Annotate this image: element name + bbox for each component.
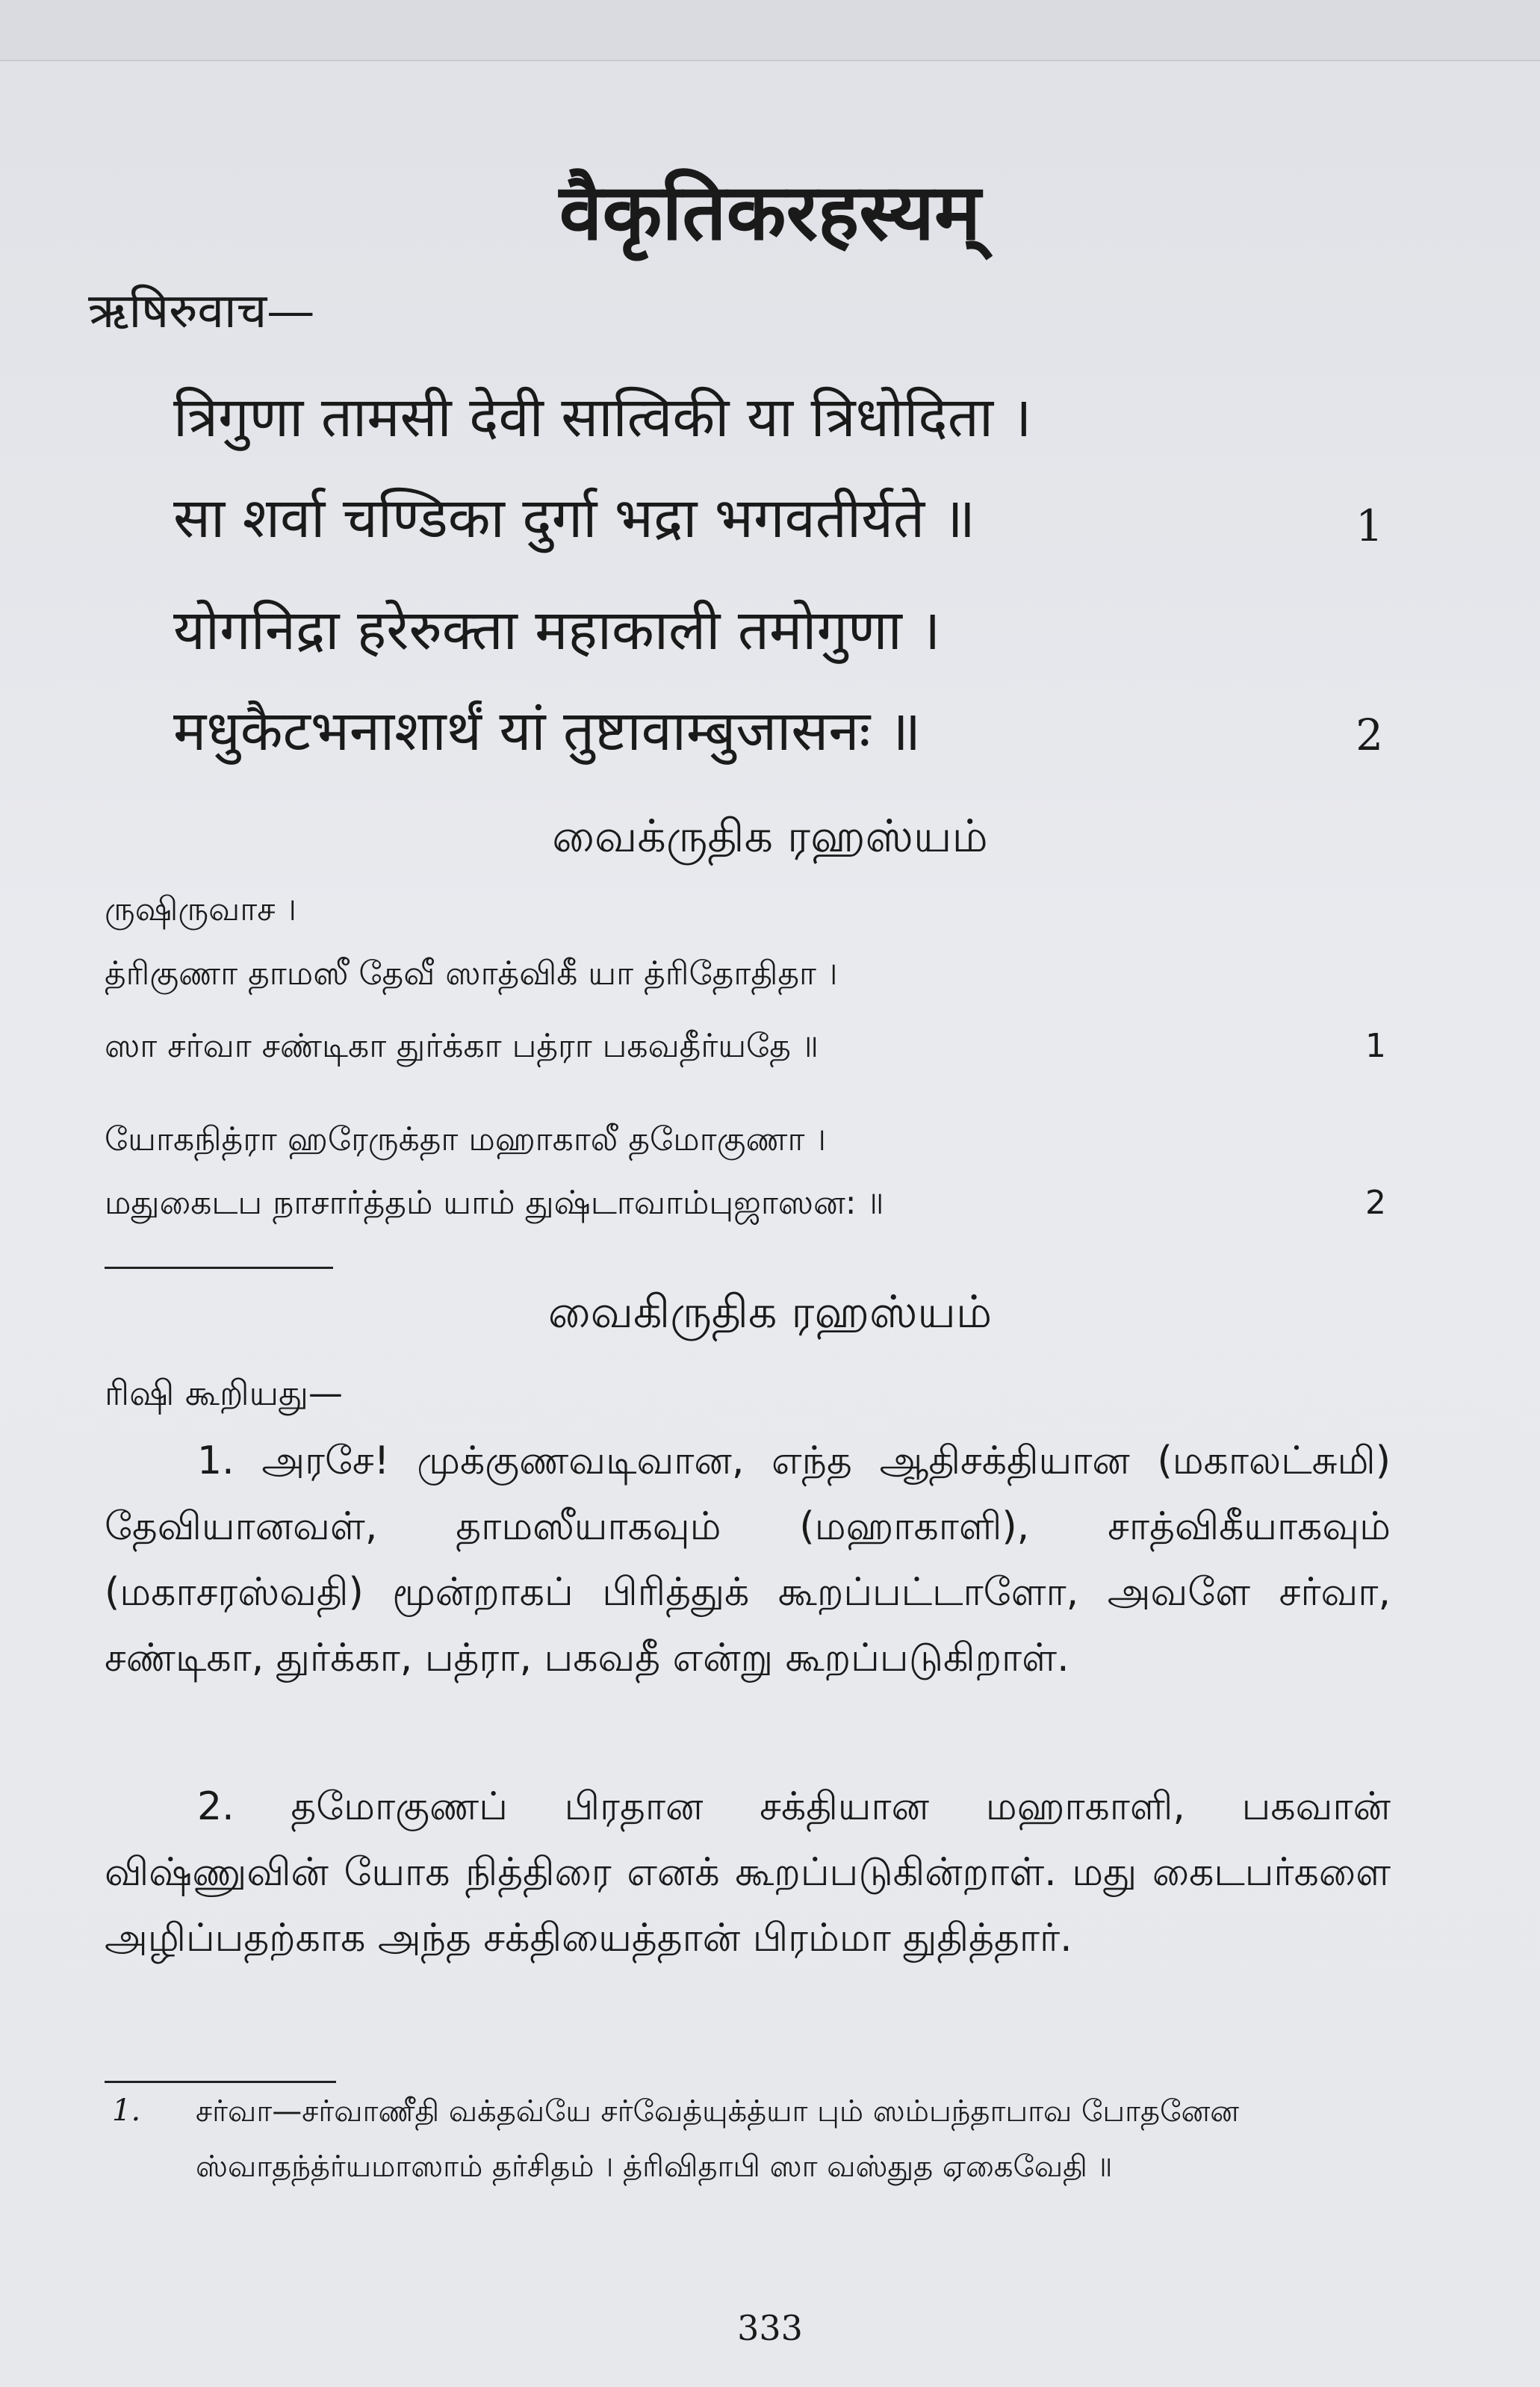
- transliteration-line: மதுகைடப நாசார்த்தம் யாம் துஷ்டாவாம்புஜாஸன: ॥: [105, 1184, 884, 1222]
- verse-number: 1: [1365, 1027, 1386, 1065]
- sanskrit-verse-line: योगनिद्रा हरेरुक्ता महाकाली तमोगुणा ।: [173, 598, 941, 662]
- sanskrit-speaker: ऋषिरुवाच—: [88, 284, 315, 339]
- translation-paragraph: 2. தமோகுணப் பிரதான சக்தியான மஹாகாளி, பகவான் விஷ்ணுவின் யோக நித்திரை எனக் கூறப்படுகின்றாள். மது கைடபர்களை அழிப்பதற்காக அந்த சக்தியைத்தான் பிரம்மா துதித்தார்.: [105, 1784, 1391, 1961]
- footnote-rule: [105, 2081, 336, 2083]
- transliteration-line: யோகநித்ரா ஹரேருக்தா மஹாகாலீ தமோகுணா ।: [105, 1120, 826, 1158]
- transliteration-line: த்ரிகுணா தாமஸீ தேவீ ஸாத்விகீ யா த்ரிதோதிதா ।: [105, 955, 838, 993]
- translation-heading: வைகிருதிக ரஹஸ்யம்: [547, 1286, 993, 1338]
- sanskrit-verse-line: त्रिगुणा तामसी देवी सात्विकी या त्रिधोदिता ।: [173, 385, 1032, 450]
- section-rule: [105, 1267, 333, 1269]
- transliteration-line: ஸா சர்வா சண்டிகா துர்க்கா பத்ரா பகவதீர்யதே ॥: [105, 1027, 819, 1065]
- page-number: 333: [737, 2308, 803, 2348]
- sanskrit-title: वैकृतिकरहस्यम्: [559, 166, 981, 258]
- sanskrit-verse-line: सा शर्वा चण्डिका दुर्गा भद्रा भगवतीर्यते ॥: [173, 486, 976, 550]
- transliteration-speaker: ருஷிருவாச ।: [105, 890, 297, 928]
- footnote-number: 1.: [112, 2093, 141, 2128]
- translation-speaker: ரிஷி கூறியது—: [105, 1373, 343, 1413]
- translation-paragraph: 1. அரசே! முக்குணவடிவான, எந்த ஆதிசக்தியான (மகாலட்சுமி) தேவியானவள், தாமஸீயாகவும் (மஹாகாளி), சாத்விகீயாகவும் (மகாசரஸ்வதி) மூன்றாகப் பிரித்துக் கூறப்பட்டாளோ, அவளே சர்வா, சண்டிகா, துர்க்கா, பத்ரா, பகவதீ என்று கூறப்படுகிறாள்.: [105, 1438, 1391, 1680]
- verse-number: 1: [1356, 500, 1383, 551]
- verse-number: 2: [1356, 710, 1383, 760]
- running-head: [0, 0, 1540, 61]
- footnote-text: சர்வா—சர்வாணீதி வக்தவ்யே சர்வேத்யுக்த்யா பும் ஸம்பந்தாபாவ போதனேன ஸ்வாதந்த்ர்யமாஸாம் தர்சிதம் । த்ரிவிதாபி ஸா வஸ்துத ஏகைவேதி ॥: [196, 2094, 1240, 2184]
- sanskrit-verse-line: मधुकैटभनाशार्थं यां तुष्टावाम्बुजासनः ॥: [173, 699, 922, 763]
- verse-number: 2: [1365, 1184, 1386, 1222]
- transliteration-heading: வைக்ருதிக ரஹஸ்யம்: [552, 810, 988, 863]
